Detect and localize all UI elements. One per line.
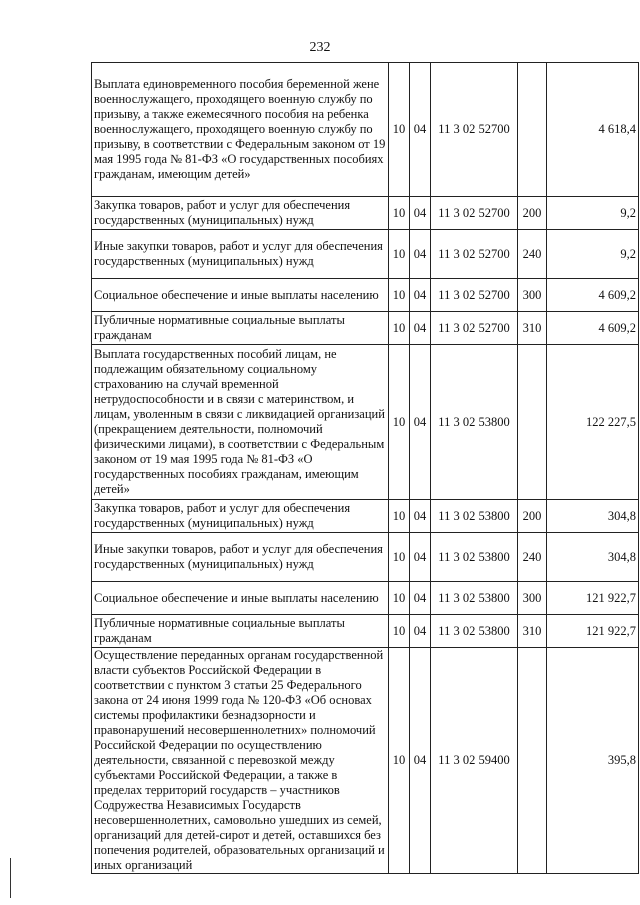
- table-row: [92, 279, 639, 312]
- row-name-cell: Социальное обеспечение и иные выплаты населению: [92, 582, 389, 615]
- row-target-article-cell: 11 3 02 52700: [431, 63, 518, 197]
- row-name-cell: Закупка товаров, работ и услуг для обеспечения государственных (муниципальных) нужд: [92, 197, 389, 230]
- row-subsection-cell: 04: [410, 615, 431, 648]
- row-section-cell: 10: [389, 648, 410, 874]
- row-subsection-cell: 04: [410, 312, 431, 345]
- table-row: [92, 533, 639, 582]
- row-name-cell: Публичные нормативные социальные выплаты гражданам: [92, 312, 389, 345]
- row-sum-cell: 4 609,2: [547, 312, 639, 345]
- row-expense-type-cell: 310: [518, 615, 547, 648]
- row-target-article-cell: 11 3 02 53800: [431, 345, 518, 500]
- page-number: 232: [309, 40, 331, 55]
- row-name-cell: Выплата единовременного пособия беременной жене военнослужащего, проходящего военную службу по призыву, а также ежемесячного пособия на ребенка военнослужащего, проходящего военную службу по призыву, в соответствии с Федеральным законом от 19 мая 1995 года № 81-ФЗ «О государственных пособиях гражданам, имеющим детей»: [92, 63, 389, 197]
- budget-table: [91, 62, 639, 874]
- row-name-cell: Осуществление переданных органам государственной власти субъектов Российской Федерации в соответствии с пунктом 3 статьи 25 Федерального закона от 24 июня 1999 года № 120-ФЗ «Об основах системы профилактики безнадзорности и правонарушений несовершеннолетних» полномочий Российской Федерации по осуществлению деятельности, связанной с перевозкой между субъектами Российской Федерации, а также в пределах территорий государств – участников Содружества Независимых Государств несовершеннолетних, самовольно ушедших из семей, организаций для детей-сирот и детей, оставшихся без попечения родителей, образовательных организаций и иных организаций: [92, 648, 389, 874]
- row-name-cell: Закупка товаров, работ и услуг для обеспечения государственных (муниципальных) нужд: [92, 500, 389, 533]
- row-section-cell: 10: [389, 615, 410, 648]
- row-name-cell: Иные закупки товаров, работ и услуг для обеспечения государственных (муниципальных) нужд: [92, 230, 389, 279]
- row-section-cell: 10: [389, 312, 410, 345]
- row-name-cell: Социальное обеспечение и иные выплаты населению: [92, 279, 389, 312]
- row-target-article-cell: 11 3 02 53800: [431, 500, 518, 533]
- row-sum-cell: 9,2: [547, 197, 639, 230]
- row-section-cell: 10: [389, 279, 410, 312]
- table-row: [92, 345, 639, 500]
- table-row: [92, 500, 639, 533]
- row-subsection-cell: 04: [410, 279, 431, 312]
- row-subsection-cell: 04: [410, 533, 431, 582]
- row-subsection-cell: 04: [410, 500, 431, 533]
- row-name-cell: Выплата государственных пособий лицам, не подлежащим обязательному социальному страхованию на случай временной нетрудоспособности и в связи с материнством, и лицам, уволенным в связи с ликвидацией организаций (прекращением деятельности, полномочий физическими лицами), в соответствии с Федеральным законом от 19 мая 1995 года № 81-ФЗ «О государственных пособиях гражданам, имеющим детей»: [92, 345, 389, 500]
- row-expense-type-cell: 200: [518, 500, 547, 533]
- row-sum-cell: 4 618,4: [547, 63, 639, 197]
- row-sum-cell: 121 922,7: [547, 582, 639, 615]
- row-expense-type-cell: [518, 345, 547, 500]
- row-subsection-cell: 04: [410, 582, 431, 615]
- table-row: [92, 648, 639, 874]
- row-target-article-cell: 11 3 02 53800: [431, 615, 518, 648]
- row-expense-type-cell: 310: [518, 312, 547, 345]
- table-row: [92, 230, 639, 279]
- row-section-cell: 10: [389, 63, 410, 197]
- row-expense-type-cell: 200: [518, 197, 547, 230]
- table-row: [92, 197, 639, 230]
- row-expense-type-cell: [518, 648, 547, 874]
- row-expense-type-cell: [518, 63, 547, 197]
- row-target-article-cell: 11 3 02 53800: [431, 533, 518, 582]
- row-section-cell: 10: [389, 230, 410, 279]
- row-subsection-cell: 04: [410, 197, 431, 230]
- row-target-article-cell: 11 3 02 52700: [431, 230, 518, 279]
- row-expense-type-cell: 240: [518, 533, 547, 582]
- row-subsection-cell: 04: [410, 63, 431, 197]
- row-subsection-cell: 04: [410, 230, 431, 279]
- row-expense-type-cell: 300: [518, 582, 547, 615]
- row-sum-cell: 304,8: [547, 500, 639, 533]
- row-sum-cell: 4 609,2: [547, 279, 639, 312]
- row-section-cell: 10: [389, 345, 410, 500]
- row-expense-type-cell: 240: [518, 230, 547, 279]
- row-subsection-cell: 04: [410, 345, 431, 500]
- row-section-cell: 10: [389, 197, 410, 230]
- row-target-article-cell: 11 3 02 52700: [431, 279, 518, 312]
- table-row: [92, 63, 639, 197]
- margin-mark: [10, 858, 11, 898]
- row-target-article-cell: 11 3 02 52700: [431, 312, 518, 345]
- budget-table-body: [92, 63, 639, 874]
- row-target-article-cell: 11 3 02 53800: [431, 582, 518, 615]
- row-sum-cell: 304,8: [547, 533, 639, 582]
- row-name-cell: Публичные нормативные социальные выплаты гражданам: [92, 615, 389, 648]
- row-section-cell: 10: [389, 533, 410, 582]
- row-sum-cell: 9,2: [547, 230, 639, 279]
- table-row: [92, 615, 639, 648]
- row-sum-cell: 122 227,5: [547, 345, 639, 500]
- row-sum-cell: 121 922,7: [547, 615, 639, 648]
- row-target-article-cell: 11 3 02 59400: [431, 648, 518, 874]
- row-name-cell: Иные закупки товаров, работ и услуг для обеспечения государственных (муниципальных) нужд: [92, 533, 389, 582]
- row-target-article-cell: 11 3 02 52700: [431, 197, 518, 230]
- row-section-cell: 10: [389, 582, 410, 615]
- row-subsection-cell: 04: [410, 648, 431, 874]
- table-row: [92, 312, 639, 345]
- row-expense-type-cell: 300: [518, 279, 547, 312]
- table-row: [92, 582, 639, 615]
- row-sum-cell: 395,8: [547, 648, 639, 874]
- row-section-cell: 10: [389, 500, 410, 533]
